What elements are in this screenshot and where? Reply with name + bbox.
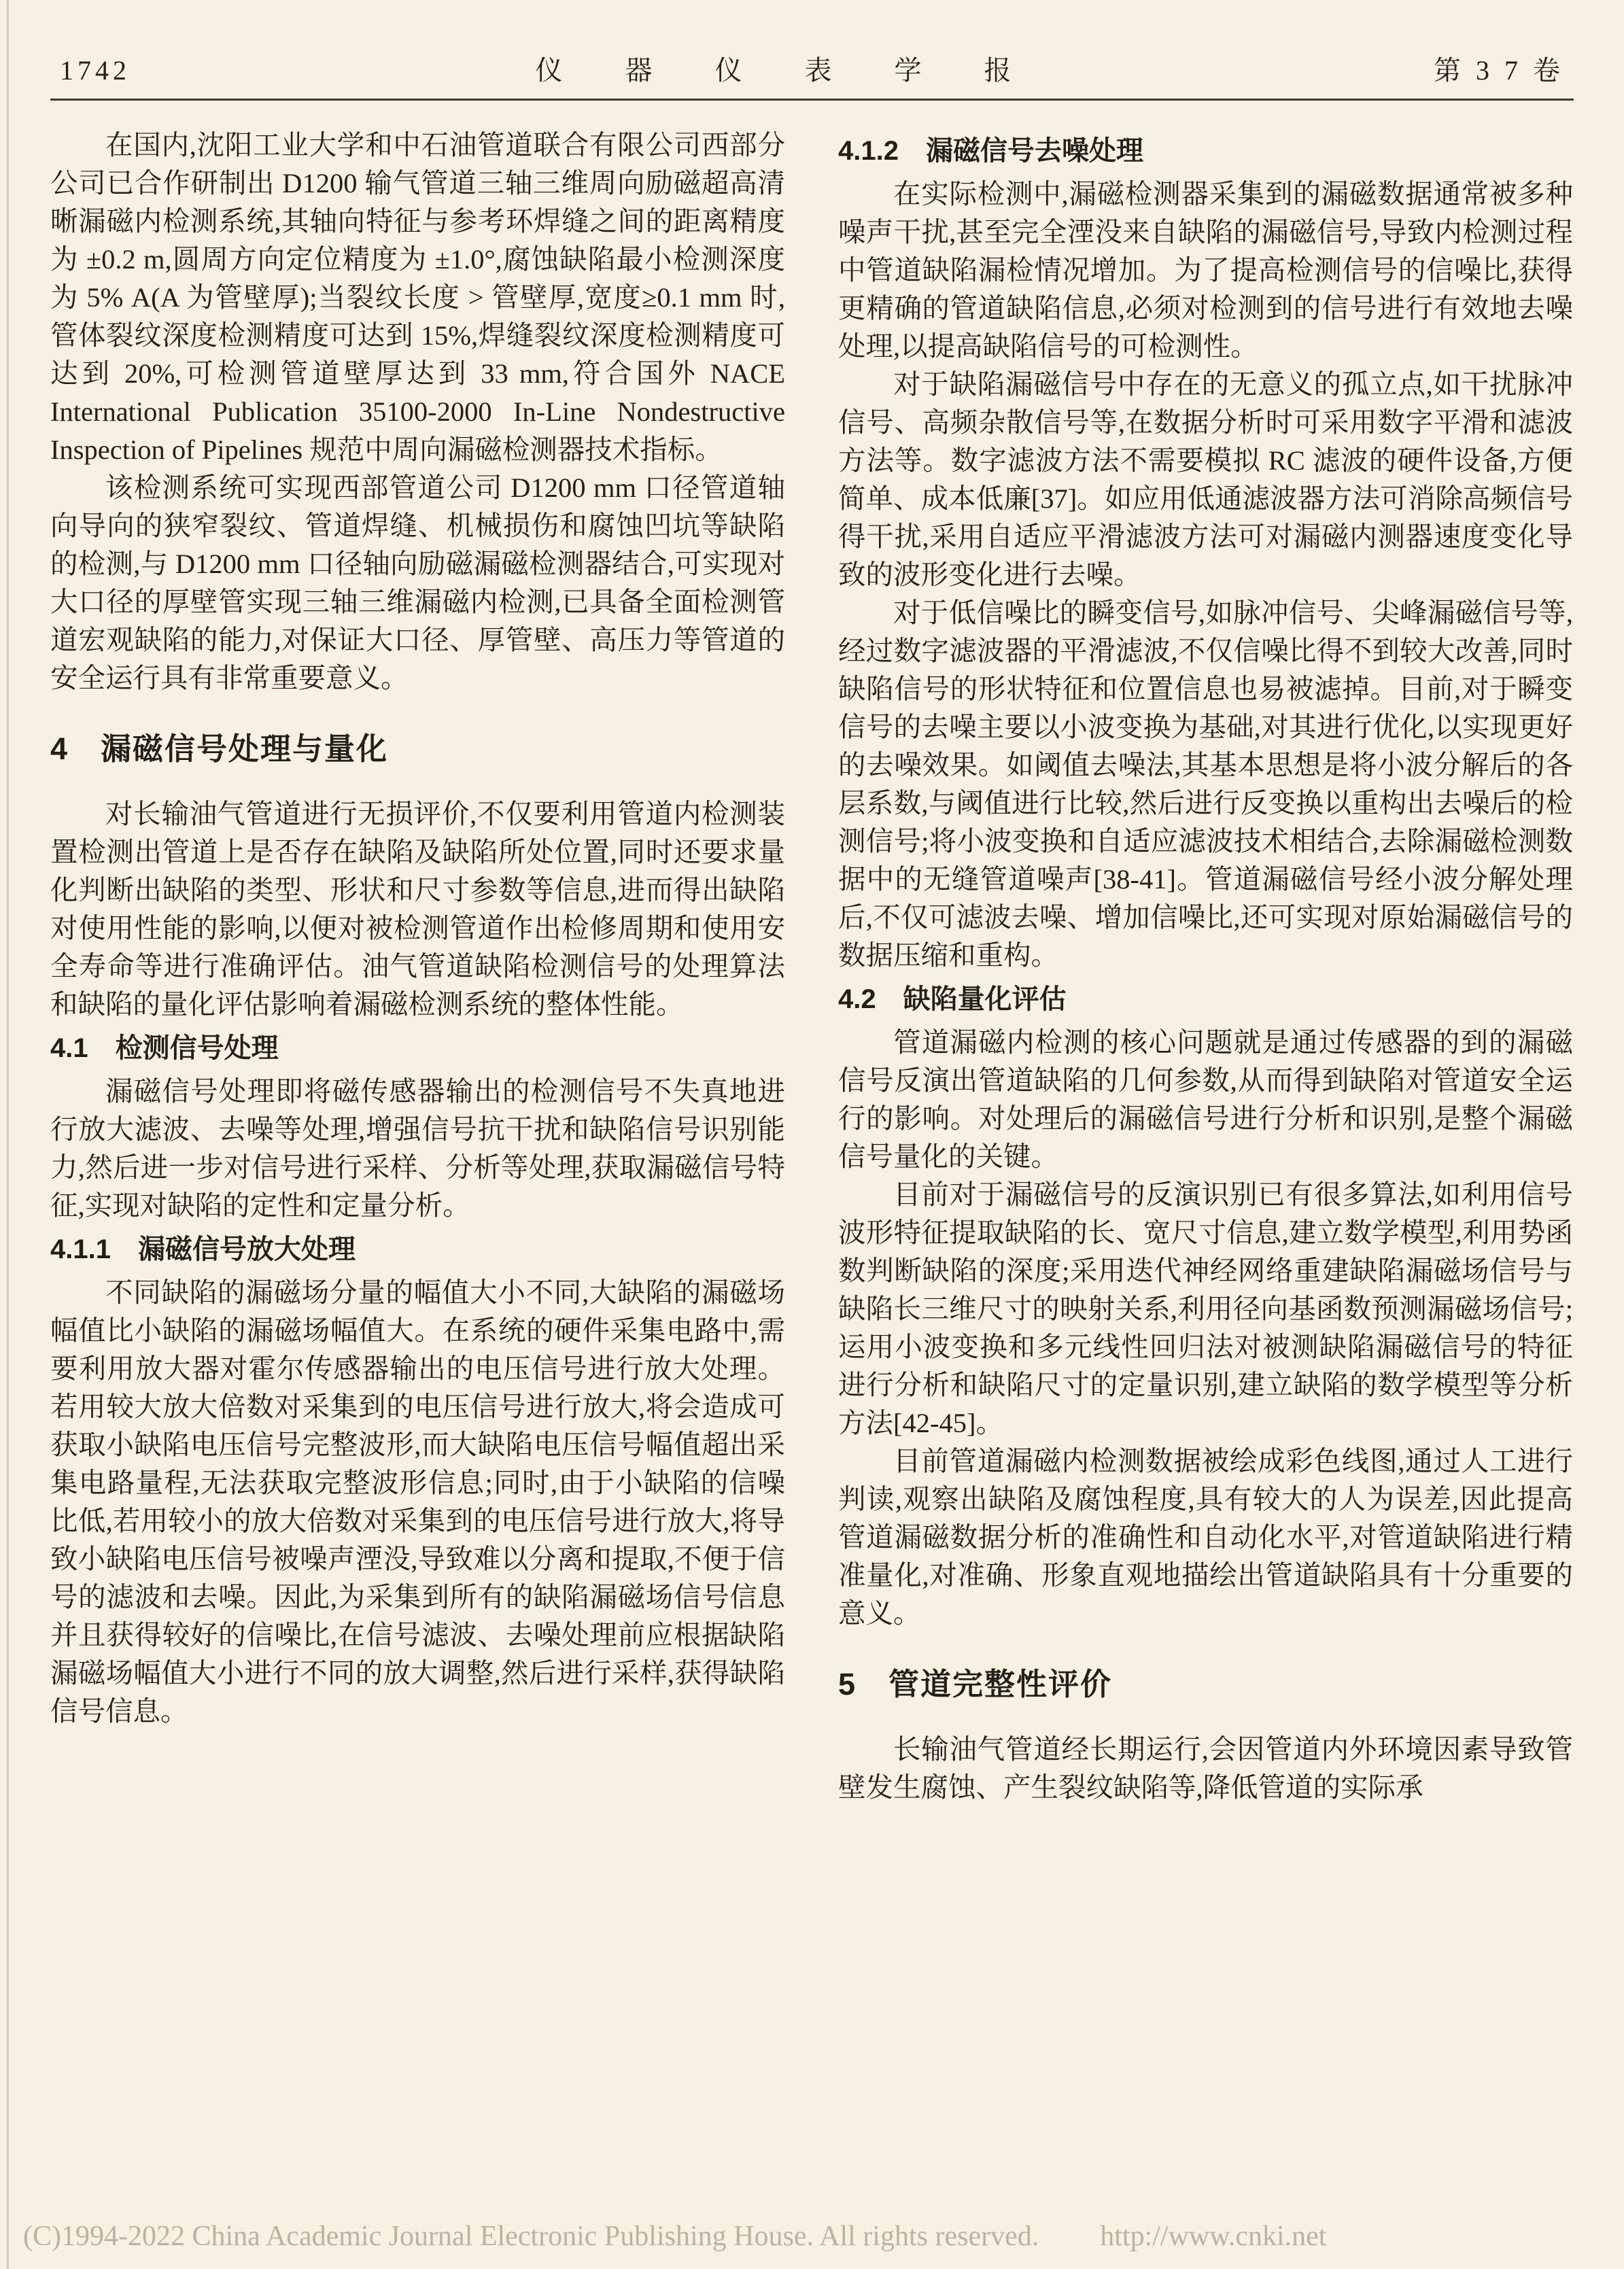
page-number: 1742 (60, 55, 131, 86)
paragraph: 该检测系统可实现西部管道公司 D1200 mm 口径管道轴向导向的狭窄裂纹、管道焊缝、机械损伤和腐蚀凹坑等缺陷的检测,与 D1200 mm 口径轴向励磁漏磁检测器结合,可实现对大口径的厚壁管实现三轴三维漏磁内检测,已具备全面检测管道宏观缺陷的能力,对保证大口径、厚管壁、高压力等管道的安全运行具有非常重要意义。 (50, 472, 785, 693)
subsection-heading: 4.1 检测信号处理 (50, 1033, 279, 1063)
paragraph: 在实际检测中,漏磁检测器采集到的漏磁数据通常被多种噪声干扰,甚至完全湮没来自缺陷的漏磁信号,导致内检测过程中管道缺陷漏检情况增加。为了提高检测信号的信噪比,获得更精确的管道缺陷信息,必须对检测到的信号进行有效地去噪处理,以提高缺陷信号的可检测性。 (838, 179, 1573, 362)
left-column (50, 126, 785, 1807)
subsection-heading: 4.1.1 漏磁信号放大处理 (50, 1234, 356, 1264)
paragraph: 目前对于漏磁信号的反演识别已有很多算法,如利用信号波形特征提取缺陷的长、宽尺寸信息,建立数学模型,利用势函数判断缺陷的深度;采用迭代神经网络重建缺陷漏磁场信号与缺陷长三维尺寸的映射关系,利用径向基函数预测漏磁场信号;运用小波变换和多元线性回归法对被测缺陷漏磁信号的特征进行分析和缺陷尺寸的定量识别,建立缺陷的数学模型等分析方法[42-45]。 (838, 1179, 1573, 1438)
section-heading: 4 漏磁信号处理与量化 (50, 731, 389, 766)
journal-title: 仪 器 仪 表 学 报 (535, 55, 1029, 86)
paragraph: 对于低信噪比的瞬变信号,如脉冲信号、尖峰漏磁信号等,经过数字滤波器的平滑滤波,不仅信噪比得不到较大改善,同时缺陷信号的形状特征和位置信息也易被滤掉。目前,对于瞬变信号的去噪主要以小波变换为基础,对其进行优化,以实现更好的去噪效果。如阈值去噪法,其基本思想是将小波分解后的各层系数,与阈值进行比较,然后进行反变换以重构出去噪后的检测信号;将小波变换和自适应滤波技术相结合,去除漏磁检测数据中的无缝管道噪声[38-41]。管道漏磁信号经小波分解处理后,不仅可滤波去噪、增加信噪比,还可实现对原始漏磁信号的数据压缩和重构。 (838, 597, 1573, 971)
paragraph: 对长输油气管道进行无损评价,不仅要利用管道内检测装置检测出管道上是否存在缺陷及缺陷所处位置,同时还要求量化判断出缺陷的类型、形状和尺寸参数等信息,进而得出缺陷对使用性能的影响,以便对被检测管道作出检修周期和使用安全寿命等进行准确评估。油气管道缺陷检测信号的处理算法和缺陷的量化评估影响着漏磁检测系统的整体性能。 (50, 799, 785, 1020)
running-header (50, 49, 1574, 101)
subsection-heading: 4.2 缺陷量化评估 (838, 984, 1067, 1014)
paragraph: 长输油气管道经长期运行,会因管道内外环境因素导致管壁发生腐蚀、产生裂纹缺陷等,降低管道的实际承 (838, 1734, 1573, 1803)
paragraph: 对于缺陷漏磁信号中存在的无意义的孤立点,如干扰脉冲信号、高频杂散信号等,在数据分析时可采用数字平滑和滤波方法等。数字滤波方法不需要模拟 RC 滤波的硬件设备,方便简单、成本低廉[37]。如应用低通滤波器方法可消除高频信号得干扰,采用自适应平滑滤波方法可对漏磁内测器速度变化导致的波形变化进行去噪。 (838, 369, 1573, 590)
paragraph: 不同缺陷的漏磁场分量的幅值大小不同,大缺陷的漏磁场幅值比小缺陷的漏磁场幅值大。在系统的硬件采集电路中,需要利用放大器对霍尔传感器输出的电压信号进行放大处理。若用较大放大倍数对采集到的电压信号进行放大,将会造成可获取小缺陷电压信号完整波形,而大缺陷电压信号幅值超出采集电路量程,无法获取完整波形信息;同时,由于小缺陷的信噪比低,若用较小的放大倍数对采集到的电压信号进行放大,将导致小缺陷电压信号被噪声湮没,导致难以分离和提取,不便于信号的滤波和去噪。因此,为采集到所有的缺陷漏磁场信号信息并且获得较好的信噪比,在信号滤波、去噪处理前应根据缺陷漏磁场幅值大小进行不同的放大调整,然后进行采样,获得缺陷信号信息。 (50, 1277, 785, 1727)
copyright-text: (C)1994-2022 China Academic Journal Electronic Publishing House. All rights reserved. (23, 2221, 1039, 2252)
subsection-heading: 4.1.2 漏磁信号去噪处理 (838, 136, 1143, 166)
copyright-footer (23, 2220, 1601, 2253)
cnki-url: http://www.cnki.net (1100, 2221, 1327, 2252)
paragraph: 漏磁信号处理即将磁传感器输出的检测信号不失真地进行放大滤波、去噪等处理,增强信号抗干扰和缺陷信号识别能力,然后进一步对信号进行采样、分析等处理,获取漏磁信号特征,实现对缺陷的定性和定量分析。 (50, 1076, 785, 1221)
volume-label: 第 3 7 卷 (1434, 55, 1564, 86)
two-column-body (50, 126, 1574, 1807)
paragraph: 管道漏磁内检测的核心问题就是通过传感器的到的漏磁信号反演出管道缺陷的几何参数,从而得到缺陷对管道安全运行的影响。对处理后的漏磁信号进行分析和识别,是整个漏磁信号量化的关键。 (838, 1027, 1573, 1172)
right-column (838, 126, 1573, 1807)
paragraph: 在国内,沈阳工业大学和中石油管道联合有限公司西部分公司已合作研制出 D1200 输气管道三轴三维周向励磁超高清晰漏磁内检测系统,其轴向特征与参考环焊缝之间的距离精度为 ±0.2 m,圆周方向定位精度为 ±1.0°,腐蚀缺陷最小检测深度为 5% A(A 为管壁厚);当裂纹长度 > 管壁厚,宽度≥0.1 mm 时,管体裂纹深度检测精度可达到 15%,焊缝裂纹深度检测精度可达到 20%,可检测管道壁厚达到 33 mm,符合国外 NACE International Publication 35100-2000 In-Line Nondestructive Inspection of Pipelines 规范中周向漏磁检测器技术指标。 (50, 130, 785, 465)
paragraph: 目前管道漏磁内检测数据被绘成彩色线图,通过人工进行判读,观察出缺陷及腐蚀程度,具有较大的人为误差,因此提高管道漏磁数据分析的准确性和自动化水平,对管道缺陷进行精准量化,对准确、形象直观地描绘出管道缺陷具有十分重要的意义。 (838, 1446, 1573, 1629)
section-heading: 5 管道完整性评价 (838, 1667, 1113, 1701)
